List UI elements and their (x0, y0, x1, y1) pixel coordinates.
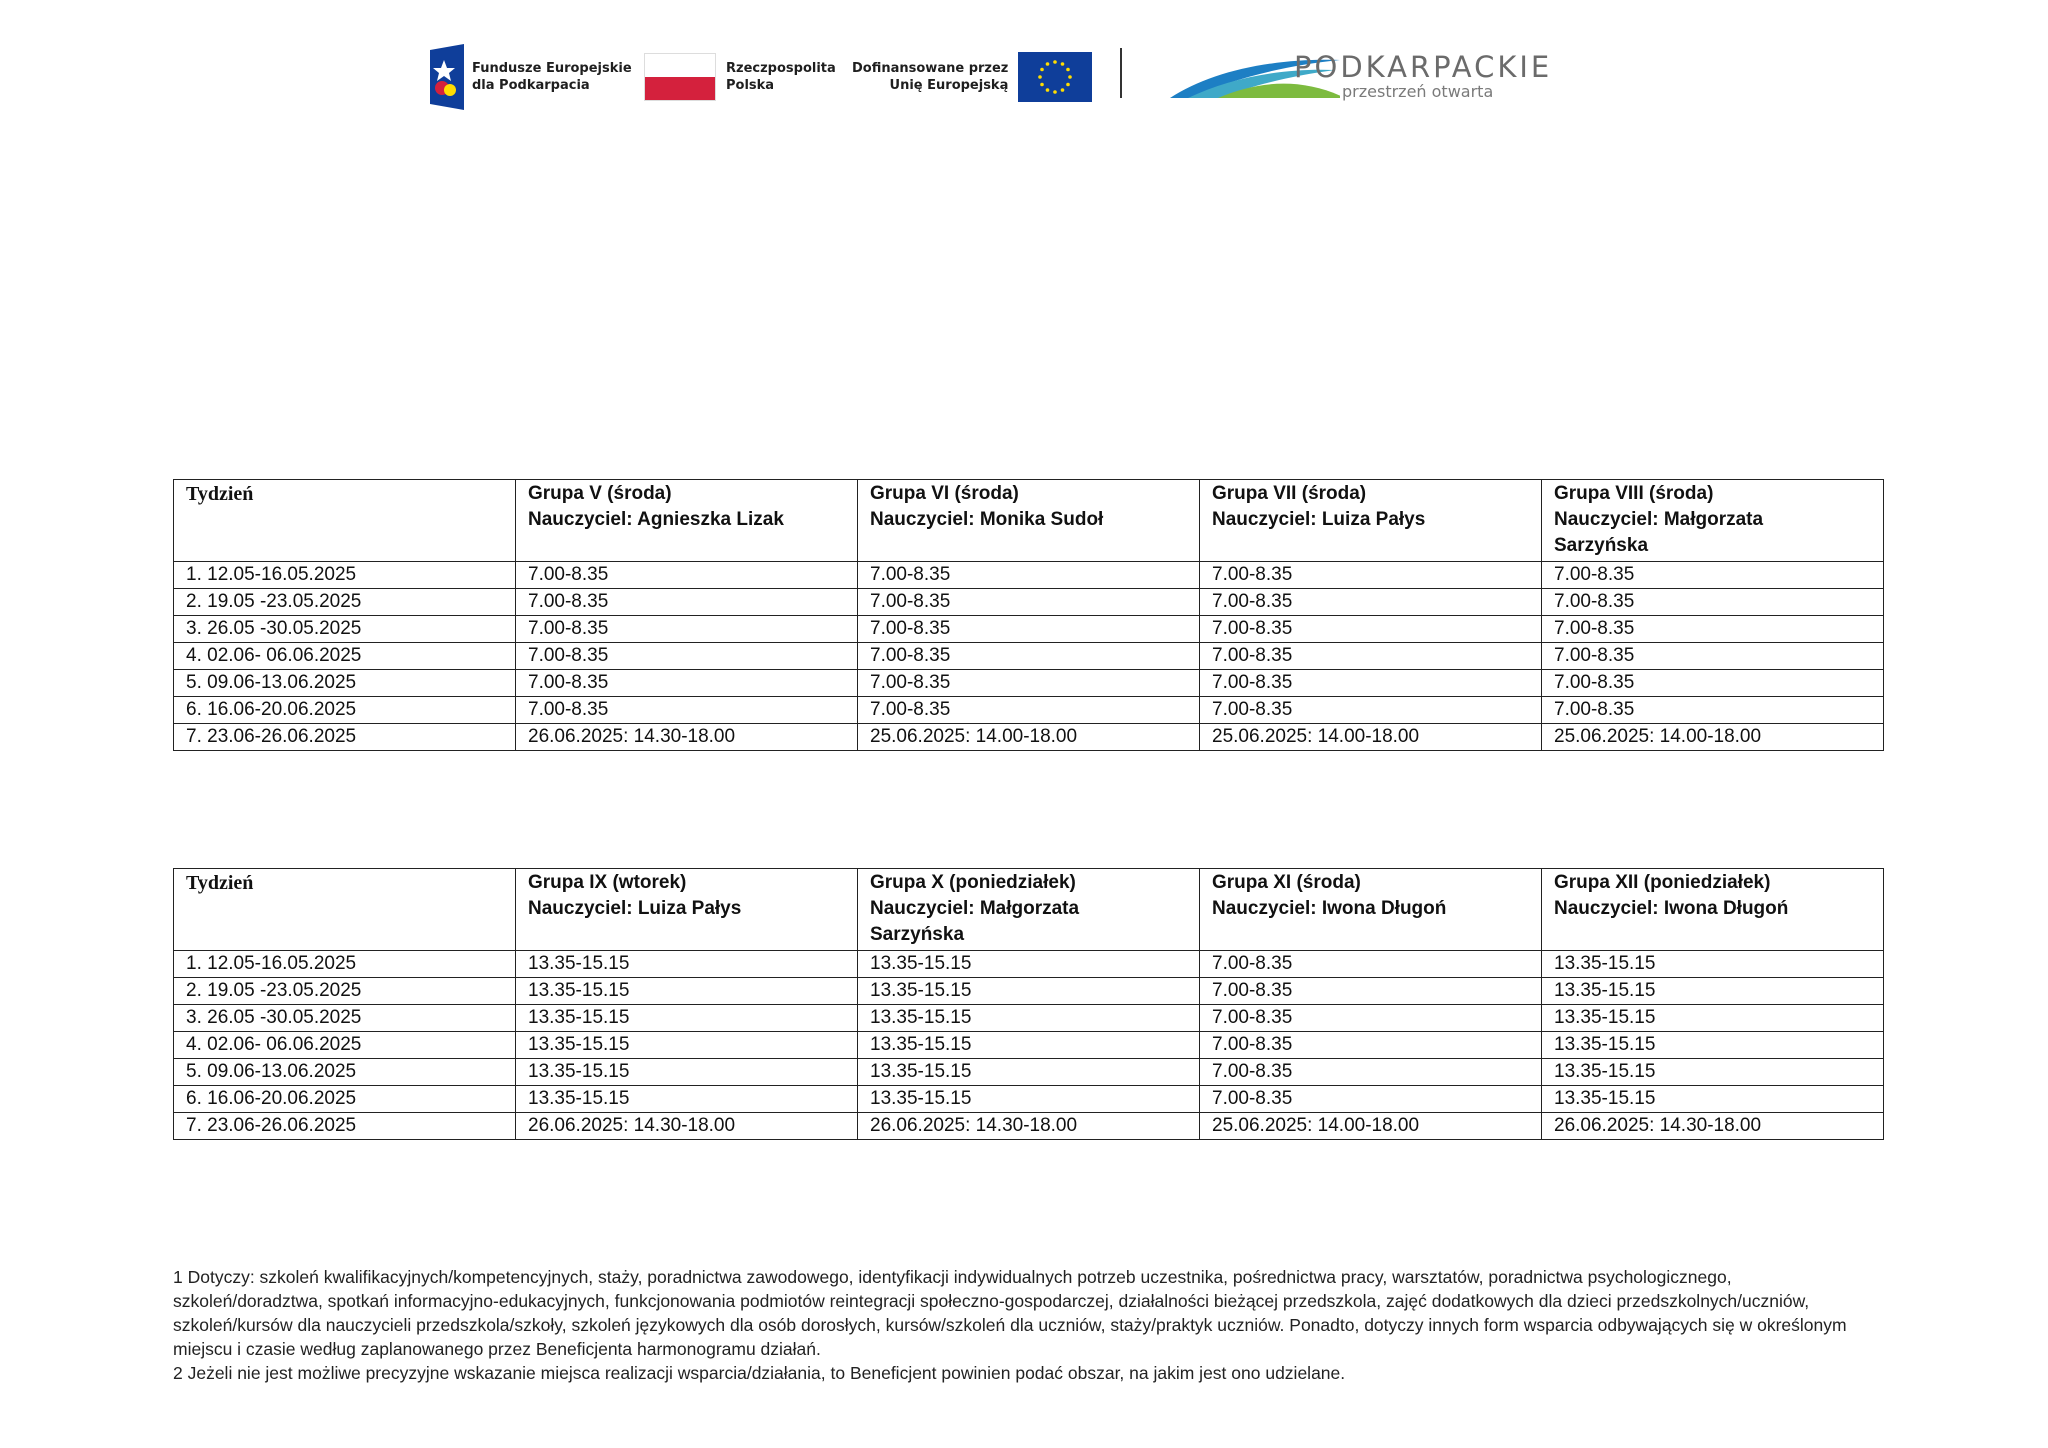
table-row (174, 1113, 1884, 1140)
time-cell: 7.00-8.35 (858, 697, 1200, 724)
header-group: Grupa VII (środa) Nauczyciel: Luiza Pałys (1200, 480, 1542, 562)
eu-flag-icon (1018, 52, 1092, 102)
time-cell: 13.35-15.15 (858, 1086, 1200, 1113)
fe-logo-text: Fundusze Europejskie dla Podkarpacia (472, 61, 632, 93)
time-cell: 13.35-15.15 (1542, 1005, 1884, 1032)
header-group: Grupa VIII (środa) Nauczyciel: Małgorzata Sarzyńska (1542, 480, 1884, 562)
time-cell: 26.06.2025: 14.30-18.00 (1542, 1113, 1884, 1140)
pl-logo-text: Rzeczpospolita Polska (726, 61, 836, 93)
header-group: Grupa VI (środa) Nauczyciel: Monika Sudoł (858, 480, 1200, 562)
time-cell: 7.00-8.35 (516, 616, 858, 643)
podkarpackie-title: PODKARPACKIE (1294, 50, 1553, 84)
time-cell: 13.35-15.15 (858, 1059, 1200, 1086)
week-cell: 6. 16.06-20.06.2025 (174, 697, 516, 724)
week-cell: 1. 12.05-16.05.2025 (174, 951, 516, 978)
table-header-row (174, 480, 1884, 562)
time-cell: 7.00-8.35 (1200, 978, 1542, 1005)
time-cell: 25.06.2025: 14.00-18.00 (1542, 724, 1884, 751)
time-cell: 7.00-8.35 (1200, 951, 1542, 978)
week-cell: 6. 16.06-20.06.2025 (174, 1086, 516, 1113)
header-group: Grupa IX (wtorek) Nauczyciel: Luiza Pałys (516, 869, 858, 951)
table-header-row (174, 869, 1884, 951)
time-cell: 26.06.2025: 14.30-18.00 (516, 1113, 858, 1140)
schedule-table-groups-ix-xii (173, 868, 1884, 1140)
time-cell: 13.35-15.15 (1542, 1032, 1884, 1059)
table-row (174, 1032, 1884, 1059)
time-cell: 13.35-15.15 (1542, 1086, 1884, 1113)
table-row (174, 1005, 1884, 1032)
time-cell: 7.00-8.35 (858, 643, 1200, 670)
time-cell: 13.35-15.15 (516, 1059, 858, 1086)
time-cell: 13.35-15.15 (516, 951, 858, 978)
week-cell: 4. 02.06- 06.06.2025 (174, 643, 516, 670)
time-cell: 7.00-8.35 (516, 670, 858, 697)
time-cell: 7.00-8.35 (516, 589, 858, 616)
time-cell: 7.00-8.35 (1542, 589, 1884, 616)
podkarpackie-subtitle: przestrzeń otwarta (1342, 82, 1494, 101)
table-row (174, 589, 1884, 616)
rzeczpospolita-polska-logo (644, 34, 836, 120)
time-cell: 13.35-15.15 (1542, 978, 1884, 1005)
time-cell: 7.00-8.35 (1542, 670, 1884, 697)
time-cell: 7.00-8.35 (1542, 562, 1884, 589)
week-cell: 4. 02.06- 06.06.2025 (174, 1032, 516, 1059)
table-row (174, 978, 1884, 1005)
table-row (174, 643, 1884, 670)
time-cell: 7.00-8.35 (858, 670, 1200, 697)
time-cell: 13.35-15.15 (516, 1005, 858, 1032)
time-cell: 13.35-15.15 (858, 978, 1200, 1005)
schedule-table-groups-v-viii (173, 479, 1884, 751)
week-cell: 7. 23.06-26.06.2025 (174, 1113, 516, 1140)
week-cell: 1. 12.05-16.05.2025 (174, 562, 516, 589)
eu-logo-text: Dofinansowane przez Unię Europejską (852, 61, 1009, 93)
time-cell: 7.00-8.35 (1200, 616, 1542, 643)
logo-bar (430, 34, 1590, 120)
time-cell: 7.00-8.35 (516, 697, 858, 724)
time-cell: 7.00-8.35 (1200, 1086, 1542, 1113)
table-row (174, 724, 1884, 751)
time-cell: 13.35-15.15 (858, 1032, 1200, 1059)
header-week: Tydzień (174, 480, 516, 562)
week-cell: 7. 23.06-26.06.2025 (174, 724, 516, 751)
time-cell: 7.00-8.35 (1200, 670, 1542, 697)
header-group: Grupa X (poniedziałek) Nauczyciel: Małgorzata Sarzyńska (858, 869, 1200, 951)
time-cell: 26.06.2025: 14.30-18.00 (858, 1113, 1200, 1140)
time-cell: 13.35-15.15 (516, 1032, 858, 1059)
time-cell: 7.00-8.35 (516, 643, 858, 670)
time-cell: 13.35-15.15 (858, 1005, 1200, 1032)
week-cell: 5. 09.06-13.06.2025 (174, 670, 516, 697)
time-cell: 7.00-8.35 (1200, 1005, 1542, 1032)
time-cell: 13.35-15.15 (1542, 1059, 1884, 1086)
header-group: Grupa XI (środa) Nauczyciel: Iwona Długoń (1200, 869, 1542, 951)
week-cell: 3. 26.05 -30.05.2025 (174, 1005, 516, 1032)
time-cell: 7.00-8.35 (1542, 616, 1884, 643)
week-cell: 2. 19.05 -23.05.2025 (174, 978, 516, 1005)
footnote-2: 2 Jeżeli nie jest możliwe precyzyjne wskazanie miejsca realizacji wsparcia/działania, to Beneficjent powinien podać obszar, na jakim jest ono udzielane. (173, 1363, 1346, 1383)
time-cell: 7.00-8.35 (858, 562, 1200, 589)
table-row (174, 562, 1884, 589)
header-group: Grupa V (środa) Nauczyciel: Agnieszka Lizak (516, 480, 858, 562)
time-cell: 25.06.2025: 14.00-18.00 (858, 724, 1200, 751)
podkarpackie-logo (1170, 34, 1552, 120)
polish-flag-icon (644, 53, 716, 101)
time-cell: 7.00-8.35 (1200, 643, 1542, 670)
header-group: Grupa XII (poniedziałek) Nauczyciel: Iwona Długoń (1542, 869, 1884, 951)
time-cell: 13.35-15.15 (858, 951, 1200, 978)
time-cell: 13.35-15.15 (1542, 951, 1884, 978)
table-row (174, 951, 1884, 978)
week-cell: 2. 19.05 -23.05.2025 (174, 589, 516, 616)
time-cell: 7.00-8.35 (1200, 1059, 1542, 1086)
fundusze-europejskie-logo (430, 34, 632, 120)
time-cell: 7.00-8.35 (1200, 562, 1542, 589)
footnote-1: 1 Dotyczy: szkoleń kwalifikacyjnych/kompetencyjnych, staży, poradnictwa zawodowego, identyfikacji indywidualnych potrzeb uczestnika, pośrednictwa pracy, warsztatów, poradnictwa psychologicznego, szkoleń/doradztwa, spotkań informacyjno-edukacyjnych, funkcjonowania podmiotów reintegracji społeczno-gospodarczej, działalności bieżącej przedszkola, zajęć dodatkowych dla dzieci przedszkolnych/uczniów, szkoleń/kursów dla nauczycieli przedszkola/szkoły, szkoleń językowych dla osób dorosłych, kursów/szkoleń dla uczniów, staży/praktyk uczniów. Ponadto, dotyczy innych form wsparcia odbywających się w określonym miejscu i czasie według zaplanowanego przez Beneficjenta harmonogramu działań. (173, 1267, 1847, 1359)
footnotes (173, 1265, 1883, 1385)
time-cell: 7.00-8.35 (858, 616, 1200, 643)
time-cell: 25.06.2025: 14.00-18.00 (1200, 724, 1542, 751)
eu-funding-logo (852, 34, 1092, 120)
fe-flag-icon (430, 44, 464, 110)
table-row (174, 1059, 1884, 1086)
week-cell: 3. 26.05 -30.05.2025 (174, 616, 516, 643)
time-cell: 25.06.2025: 14.00-18.00 (1200, 1113, 1542, 1140)
time-cell: 13.35-15.15 (516, 978, 858, 1005)
time-cell: 13.35-15.15 (516, 1086, 858, 1113)
time-cell: 26.06.2025: 14.30-18.00 (516, 724, 858, 751)
header-week: Tydzień (174, 869, 516, 951)
time-cell: 7.00-8.35 (1200, 697, 1542, 724)
time-cell: 7.00-8.35 (1542, 643, 1884, 670)
table-row (174, 670, 1884, 697)
logo-separator (1120, 48, 1122, 98)
week-cell: 5. 09.06-13.06.2025 (174, 1059, 516, 1086)
time-cell: 7.00-8.35 (1542, 697, 1884, 724)
table-row (174, 697, 1884, 724)
time-cell: 7.00-8.35 (1200, 1032, 1542, 1059)
table-row (174, 1086, 1884, 1113)
table-row (174, 616, 1884, 643)
time-cell: 7.00-8.35 (516, 562, 858, 589)
time-cell: 7.00-8.35 (1200, 589, 1542, 616)
time-cell: 7.00-8.35 (858, 589, 1200, 616)
